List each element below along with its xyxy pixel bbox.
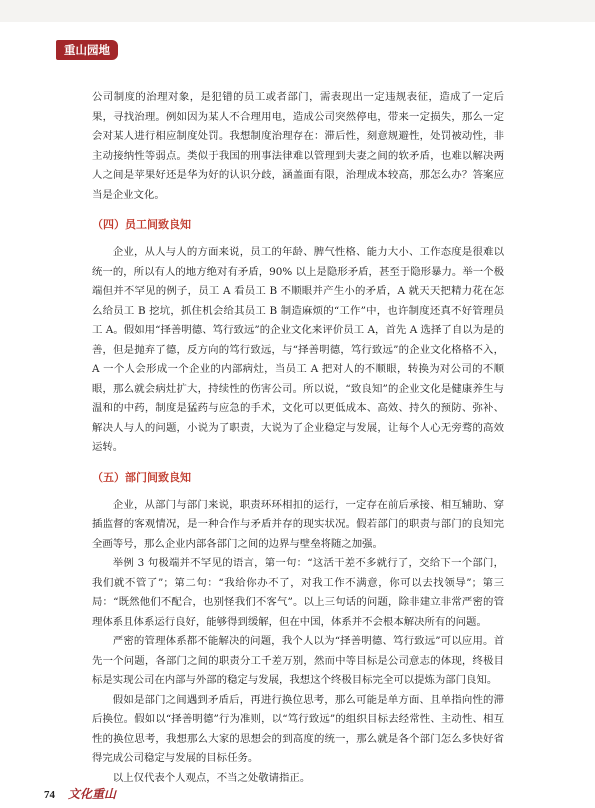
magazine-logo: 文化重山 <box>68 787 117 801</box>
section-4-paragraph: 企业，从人与人的方面来说，员工的年龄、脾气性格、能力大小、工作态度是很难以统一的，所以有人的地方绝对有矛盾，90% 以上是隐形矛盾，甚至于隐形暴力。举一个极端但并不罕见的例子，员工 A 看员工 B 不顺眼并产生小的矛盾，A 就天天把精力花在怎么给员工 B 挖坑，抓住机会给其员工 B 制造麻烦的“工作”中，也许制度还真不好管理员工 A。假如用“择善明德、笃行致远”的企业文化来评价员工 A，首先 A 选择了自以为是的善，但是抛弃了德，反方向的笃行致远，与“择善明德，笃行致远”的企业文化格格不入，A 一个人会形成一个企业的内部病灶，当员工 A 把对人的不顺眼，转换为对公司的不顺眼，那么就会病灶扩大，持续性的伤害公司。所以说，“致良知”的企业文化是健康养生与温和的中药，制度是猛药与应急的手术，文化可以更低成本、高效、持久的预防、弥补、解决人与人的问题，小说为了职责，大说为了企业稳定与发展，让每个人心无旁骛的高效运转。 <box>92 246 504 453</box>
section-5-paragraph: 企业，从部门与部门来说，职责环环相扣的运行，一定存在前后承接、相互辅助、穿插监督的客观情况，是一种合作与矛盾并存的现实状况。假若部门的职责与部门的良知完全画等号，那么企业内部各部门之间的边界与壁垒将随之加强。 <box>92 498 504 550</box>
page-number: 74 <box>44 789 55 801</box>
section-4-title: （四）员工间致良知 <box>92 218 191 231</box>
section-5-paragraph: 假如是部门之间遇到矛盾后，再进行换位思考，那么可能是单方面、且单指向性的滞后换位。假如以“择善明德”行为准则，以“笃行致远”的组织目标去经常性、主动性、相互性的换位思考，我想那么大家的思想会的到高度的统一，那么就是各个部门怎么多快好省得完成公司稳定与发展的目标任务。 <box>92 693 504 764</box>
intro-paragraph: 公司制度的治理对象，是犯错的员工或者部门，需表现出一定违规表征，造成了一定后果，寻找治理。例如因为某人不合理用电，造成公司突然停电，带来一定损失，那么一定会对某人进行相应制度处罚。我想制度治理存在：滞后性，刻意规避性，处罚被动性，非主动接纳性等弱点。类似于我国的刑事法律难以管理到夫妻之间的软矛盾，也难以解决两人之间是苹果好还是华为好的认识分歧，涵盖面有限，治理成本较高，那怎么办？答案应当是企业文化。 <box>92 91 504 201</box>
section-5-title: （五）部门间致良知 <box>92 470 191 484</box>
top-band <box>0 0 595 22</box>
closing-paragraph: 以上仅代表个人观点，不当之处敬请指正。 <box>112 771 311 784</box>
section-5-paragraph: 严密的管理体系都不能解决的问题，我个人以为“择善明德、笃行致远”可以应用。首先一个问题，各部门之间的职责分工千差万别，然而中等目标是公司意志的体现，终极目标是实现公司在内部与外部的稳定与发展，我想这个终极目标完全可以提炼为部门良知。 <box>92 635 504 686</box>
column-banner: 重山园地 <box>56 40 118 60</box>
section-5-paragraph: 举例 3 句极端并不罕见的语言，第一句：“这活干差不多就行了，交给下一个部门，我们就不管了”；第二句：“我给你办不了，对我工作不满意，你可以去找领导”；第三局：“既然他们不配合，也别怪我们不客气”。以上三句话的问题，除非建立非常严密的管理体系且体系运行良好，能够得到缓解，但在中国，体系并不会根本解决所有的问题。 <box>92 557 504 628</box>
article-body <box>92 88 504 788</box>
